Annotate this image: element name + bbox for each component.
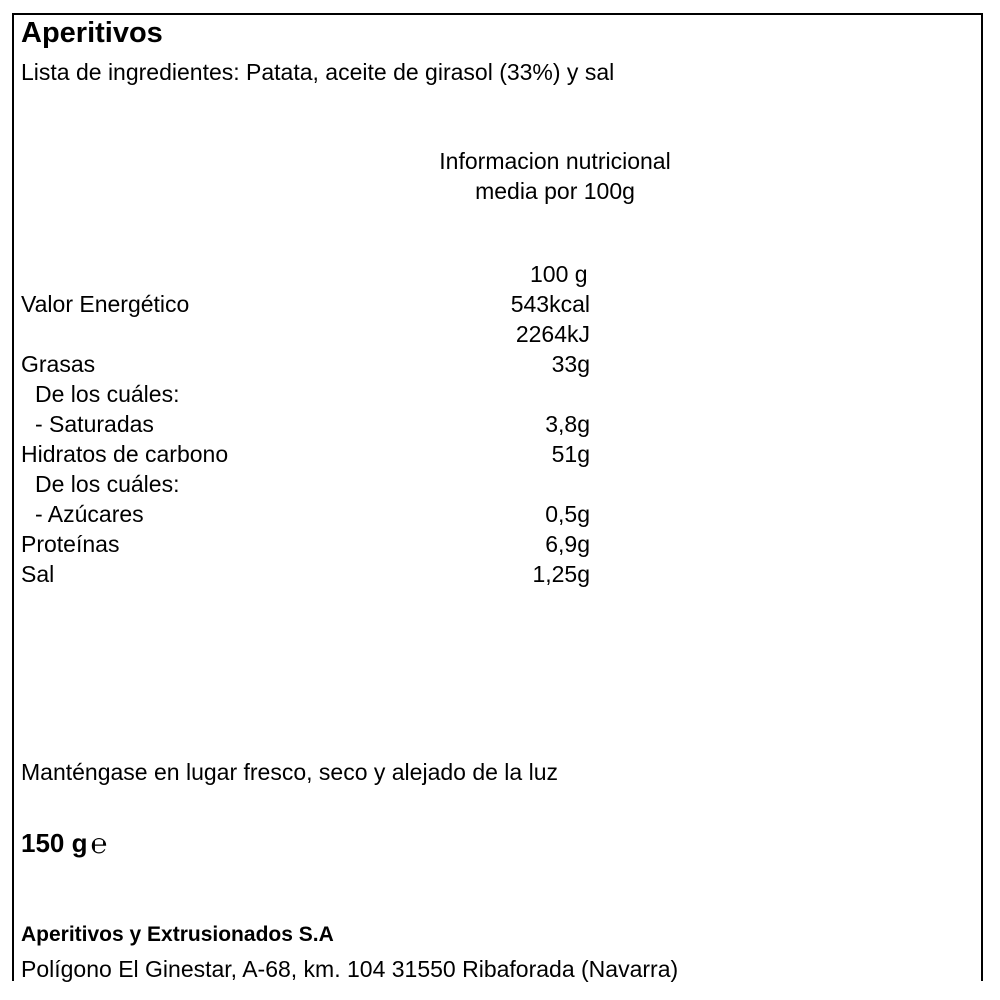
net-weight-value: 150 g	[21, 828, 88, 858]
nutrition-row-label: De los cuáles:	[35, 471, 180, 497]
nutrition-row-value: 2264kJ	[515, 321, 590, 347]
nutrition-row-value: 3,8g	[545, 411, 590, 437]
storage-instructions: Manténgase en lugar fresco, seco y alejado de la luz	[21, 759, 558, 785]
company-name: Aperitivos y Extrusionados S.A	[21, 923, 334, 946]
nutrition-row-value: 33g	[551, 351, 590, 377]
nutrition-heading	[355, 146, 755, 206]
nutrition-heading-line1: Informacion nutricional	[439, 148, 671, 174]
net-weight	[21, 830, 107, 858]
company-address: Polígono El Ginestar, A-68, km. 104 31550 Ribaforada (Navarra)	[21, 956, 679, 982]
nutrition-row-label: Grasas	[21, 351, 96, 377]
nutrition-row-value: 0,5g	[545, 501, 590, 527]
nutrition-row-label: - Saturadas	[35, 411, 154, 437]
nutrition-heading-line2: media por 100g	[475, 178, 635, 204]
ingredients-list: Lista de ingredientes: Patata, aceite de girasol (33%) y sal	[21, 59, 615, 85]
nutrition-column-header: 100 g	[530, 261, 588, 287]
nutrition-row-label: Proteínas	[21, 531, 120, 557]
nutrition-row-value: 6,9g	[545, 531, 590, 557]
nutrition-row-value: 543kcal	[510, 291, 590, 317]
nutrition-row-label: De los cuáles:	[35, 381, 180, 407]
nutrition-row-value: 51g	[551, 441, 590, 467]
nutrition-row-label: - Azúcares	[35, 501, 144, 527]
nutrition-row-label: Hidratos de carbono	[21, 441, 229, 467]
product-title: Aperitivos	[21, 17, 163, 49]
nutrition-row-label: Sal	[21, 561, 55, 587]
nutrition-row-value: 1,25g	[532, 561, 590, 587]
estimated-sign-icon: ℮	[90, 828, 108, 859]
nutrition-row-label: Valor Energético	[21, 291, 190, 317]
